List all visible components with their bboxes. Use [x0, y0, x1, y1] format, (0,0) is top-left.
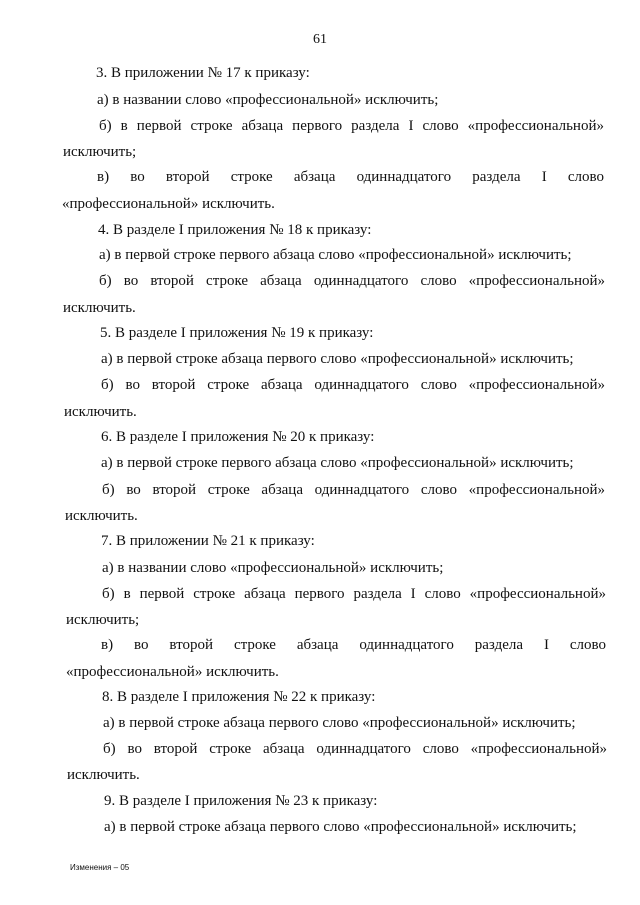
section-heading-8: 8. В разделе I приложения № 22 к приказу: [102, 689, 376, 705]
paragraph-line: б) во второй строке абзаца одиннадцатого слово «профессиональной» [102, 482, 605, 498]
paragraph-line: а) в названии слово «профессиональной» исключить; [102, 560, 444, 576]
paragraph-line: исключить; [63, 144, 137, 160]
paragraph-line: исключить. [64, 404, 137, 420]
section-heading-7: 7. В приложении № 21 к приказу: [101, 533, 315, 549]
paragraph-line: б) в первой строке абзаца первого раздела I слово «профессиональной» [102, 586, 606, 602]
paragraph-line: «профессиональной» исключить. [66, 664, 279, 680]
section-heading-4: 4. В разделе I приложения № 18 к приказу: [98, 222, 372, 238]
page-number: 61 [313, 32, 327, 47]
paragraph-line: в) во второй строке абзаца одиннадцатого раздела I слово [97, 169, 604, 185]
section-heading-6: 6. В разделе I приложения № 20 к приказу: [101, 429, 375, 445]
paragraph-line: б) во второй строке абзаца одиннадцатого слово «профессиональной» [101, 377, 605, 393]
paragraph-line: б) в первой строке абзаца первого раздела I слово «профессиональной» [99, 118, 604, 134]
paragraph-line: б) во второй строке абзаца одиннадцатого слово «профессиональной» [103, 741, 607, 757]
paragraph-line: исключить; [66, 612, 140, 628]
paragraph-line: в) во второй строке абзаца одиннадцатого раздела I слово [101, 637, 606, 653]
paragraph-line: а) в названии слово «профессиональной» исключить; [97, 92, 439, 108]
paragraph-line: а) в первой строке абзаца первого слово «профессиональной» исключить; [101, 351, 574, 367]
section-heading-9: 9. В разделе I приложения № 23 к приказу: [104, 793, 378, 809]
paragraph-line: а) в первой строке абзаца первого слово «профессиональной» исключить; [103, 715, 576, 731]
paragraph-line: а) в первой строке абзаца первого слово «профессиональной» исключить; [104, 819, 577, 835]
footer-note: Изменения – 05 [70, 863, 130, 872]
section-heading-5: 5. В разделе I приложения № 19 к приказу: [100, 325, 374, 341]
paragraph-line: «профессиональной» исключить. [62, 196, 275, 212]
paragraph-line: исключить. [65, 508, 138, 524]
paragraph-line: исключить. [63, 300, 136, 316]
paragraph-line: б) во второй строке абзаца одиннадцатого слово «профессиональной» [99, 273, 605, 289]
paragraph-line: а) в первой строке первого абзаца слово «профессиональной» исключить; [99, 247, 572, 263]
section-heading-3: 3. В приложении № 17 к приказу: [96, 65, 310, 81]
paragraph-line: исключить. [67, 767, 140, 783]
paragraph-line: а) в первой строке первого абзаца слово «профессиональной» исключить; [101, 455, 574, 471]
